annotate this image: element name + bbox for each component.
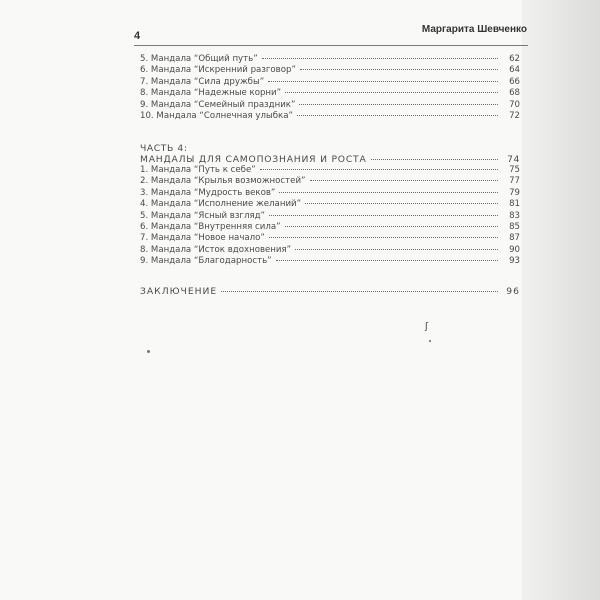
toc-entry-page: 90 <box>509 244 520 255</box>
toc-entry[interactable] <box>140 176 520 187</box>
toc-entry-page: 79 <box>509 187 520 198</box>
toc-entry-label: 2. Мандала “Крылья возможностей” <box>140 176 306 187</box>
header-rule <box>134 45 528 46</box>
part4-heading-line2: МАНДАЛЫ ДЛЯ САМОПОЗНАНИЯ И РОСТА <box>140 154 367 165</box>
toc-leader-dots <box>371 159 498 160</box>
toc-entry[interactable] <box>140 188 520 199</box>
toc-entry-page: 85 <box>509 222 520 233</box>
toc-entry-label: 8. Мандала “Исток вдохновения” <box>140 244 292 255</box>
toc-entry-page: 81 <box>509 199 520 210</box>
toc-entry-label: 7. Мандала “Сила дружбы” <box>140 76 265 87</box>
toc-entry-page: 64 <box>509 65 520 76</box>
toc-entry[interactable] <box>140 100 520 111</box>
toc-leader-dots <box>300 69 498 70</box>
toc-entry[interactable] <box>140 211 520 222</box>
toc-entry-label: 10. Мандала “Солнечная улыбка” <box>140 111 293 122</box>
conclusion-page: 96 <box>506 286 520 297</box>
toc-leader-dots <box>305 203 498 204</box>
toc-entry-page: 70 <box>509 99 520 110</box>
toc-list-part4 <box>140 165 520 268</box>
toc-leader-dots <box>221 291 498 292</box>
toc-entry-label: 9. Мандала “Семейный праздник” <box>140 99 296 110</box>
toc-entry-label: 3. Мандала “Мудрость веков” <box>140 187 276 198</box>
toc-entry[interactable] <box>140 199 520 210</box>
toc-leader-dots <box>279 192 498 193</box>
conclusion-label: ЗАКЛЮЧЕНИЕ <box>140 286 218 297</box>
toc-entry-label: 5. Мандала “Общий путь” <box>140 54 258 64</box>
toc-entry-page: 93 <box>509 256 520 267</box>
toc-entry[interactable] <box>140 77 520 88</box>
toc-entry-page: 83 <box>509 210 520 221</box>
toc-leader-dots <box>276 260 498 261</box>
toc-entry-label: 4. Мандала “Исполнение желаний” <box>140 199 302 210</box>
toc-entry-label: 9. Мандала “Благодарность” <box>140 256 272 267</box>
conclusion-entry[interactable] <box>140 286 520 297</box>
toc-leader-dots <box>295 249 498 250</box>
print-speck-dot <box>147 350 150 353</box>
part4-heading-line1: ЧАСТЬ 4: <box>140 143 188 154</box>
toc-entry-page: 66 <box>509 76 520 87</box>
author-name: Маргарита Шевченко <box>421 24 527 35</box>
toc-leader-dots <box>285 92 498 93</box>
page-number: 4 <box>134 30 141 42</box>
toc-entry[interactable] <box>140 256 520 267</box>
toc-entry-page: 87 <box>509 233 520 244</box>
part4-page: 74 <box>507 154 520 165</box>
toc-entry-label: 7. Мандала “Новое начало” <box>140 233 265 244</box>
toc-leader-dots <box>268 81 498 82</box>
toc-leader-dots <box>310 180 499 181</box>
toc-entry-label: 1. Мандала “Путь к себе” <box>140 165 256 175</box>
print-speck: ʃ <box>425 322 429 332</box>
toc-entry-page: 68 <box>509 88 520 99</box>
toc-leader-dots <box>260 169 498 170</box>
toc-entry-label: 8. Мандала “Надежные корни” <box>140 88 282 99</box>
toc-entry-label: 5. Мандала “Ясный взгляд” <box>140 210 266 221</box>
print-speck-dot <box>429 340 431 342</box>
toc-list-part3 <box>140 54 520 122</box>
toc-entry[interactable] <box>140 222 520 233</box>
toc-leader-dots <box>262 58 498 59</box>
toc-entry[interactable] <box>140 88 520 99</box>
toc-leader-dots <box>269 215 498 216</box>
toc-leader-dots <box>299 104 498 105</box>
toc-entry[interactable] <box>140 54 520 65</box>
toc-entry-label: 6. Мандала “Внутренняя сила” <box>140 222 281 233</box>
toc-entry[interactable] <box>140 245 520 256</box>
toc-entry-page: 75 <box>509 165 520 175</box>
toc-entry-label: 6. Мандала “Искренний разговор” <box>140 65 296 76</box>
toc-entry[interactable] <box>140 111 520 122</box>
toc-entry-page: 72 <box>509 111 520 122</box>
toc-entry-page: 62 <box>509 54 520 64</box>
toc-entry[interactable] <box>140 165 520 176</box>
toc-entry[interactable] <box>140 233 520 244</box>
toc-entry-page: 77 <box>509 176 520 187</box>
page-edge-shadow <box>522 0 600 600</box>
part4-heading[interactable] <box>140 143 520 165</box>
toc-leader-dots <box>297 115 498 116</box>
toc-entry[interactable] <box>140 65 520 76</box>
toc-leader-dots <box>269 237 498 238</box>
toc-leader-dots <box>285 226 498 227</box>
